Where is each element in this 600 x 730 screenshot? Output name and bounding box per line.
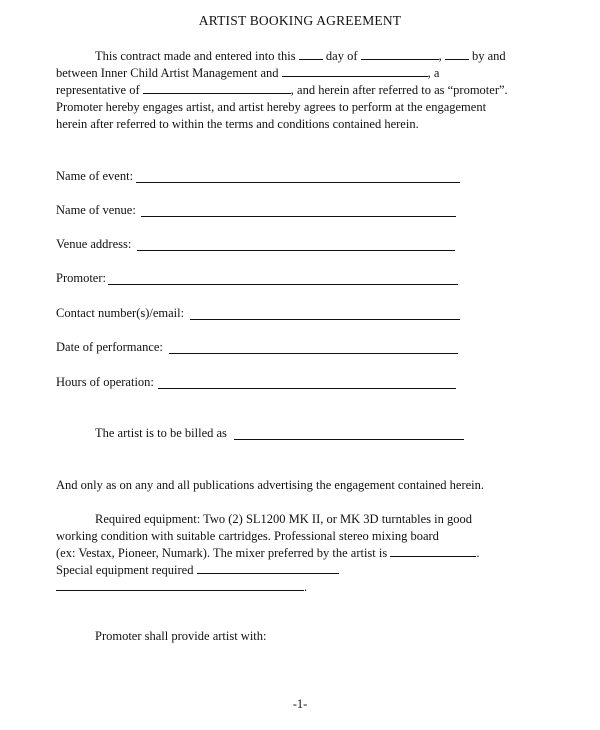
page-number: -1- xyxy=(292,697,308,711)
field-label: Name of event: xyxy=(56,169,134,183)
representative-blank[interactable] xyxy=(143,82,291,94)
intro-text: by and xyxy=(471,49,506,63)
intro-text: This contract made and entered into this xyxy=(95,49,296,63)
equipment-text: . xyxy=(304,580,308,594)
field-contact xyxy=(56,305,184,321)
equipment-text: . xyxy=(476,546,480,560)
field-label: Contact number(s)/email: xyxy=(56,306,185,320)
name-of-venue-line[interactable] xyxy=(141,216,456,217)
intro-text: day of xyxy=(325,49,358,63)
document-title: ARTIST BOOKING AGREEMENT xyxy=(198,13,402,28)
equipment-text: (ex: Vestax, Pioneer, Numark). The mixer preferred by the artist is xyxy=(56,546,388,560)
day-blank[interactable] xyxy=(299,48,323,60)
special-equipment-blank-2[interactable] xyxy=(56,579,304,591)
name-of-event-line[interactable] xyxy=(136,182,460,183)
equipment-line-1: Required equipment: Two (2) SL1200 MK II, or MK 3D turntables in good xyxy=(95,512,472,526)
equipment-line-4 xyxy=(56,562,339,578)
venue-address-line[interactable] xyxy=(137,250,455,251)
field-promoter xyxy=(56,270,106,286)
publications-text: And only as on any and all publications advertising the engagement contained herein. xyxy=(56,478,485,492)
intro-text: , and herein after referred to as “promoter”. xyxy=(290,83,508,97)
date-of-performance-line[interactable] xyxy=(169,353,458,354)
preferred-mixer-blank[interactable] xyxy=(390,545,476,557)
equipment-line-5 xyxy=(56,579,307,595)
intro-line-1 xyxy=(95,48,506,64)
field-label: Venue address: xyxy=(56,237,132,251)
promoter-line[interactable] xyxy=(108,284,458,285)
field-label: Hours of operation: xyxy=(56,375,154,389)
billing-line[interactable] xyxy=(234,439,464,440)
billing-row xyxy=(95,425,227,441)
field-date-of-performance xyxy=(56,339,163,355)
month-blank[interactable] xyxy=(361,48,439,60)
intro-line-4: Promoter hereby engages artist, and artist hereby agrees to perform at the engagement xyxy=(56,100,487,114)
hours-of-operation-line[interactable] xyxy=(158,388,456,389)
intro-text: between Inner Child Artist Management and xyxy=(56,66,279,80)
contact-line[interactable] xyxy=(190,319,460,320)
field-venue-address xyxy=(56,236,131,252)
intro-text: , a xyxy=(427,66,440,80)
intro-line-5: herein after referred to within the terms and conditions contained herein. xyxy=(56,117,419,131)
field-hours-of-operation xyxy=(56,374,154,390)
field-label: Name of venue: xyxy=(56,203,136,217)
intro-text: , xyxy=(438,49,442,63)
artist-blank[interactable] xyxy=(282,65,428,77)
special-equipment-blank[interactable] xyxy=(197,562,339,574)
field-name-of-venue xyxy=(56,202,136,218)
intro-line-2 xyxy=(56,65,439,81)
intro-line-3 xyxy=(56,82,508,98)
field-name-of-event xyxy=(56,168,133,184)
billing-label: The artist is to be billed as xyxy=(95,426,227,440)
provide-text: Promoter shall provide artist with: xyxy=(95,629,267,643)
equipment-text: Special equipment required xyxy=(56,563,194,577)
field-label: Date of performance: xyxy=(56,340,163,354)
equipment-line-3 xyxy=(56,545,479,561)
intro-text: representative of xyxy=(56,83,140,97)
field-label: Promoter: xyxy=(56,271,106,285)
equipment-line-2: working condition with suitable cartridges. Professional stereo mixing board xyxy=(56,529,439,543)
year-blank[interactable] xyxy=(445,48,469,60)
